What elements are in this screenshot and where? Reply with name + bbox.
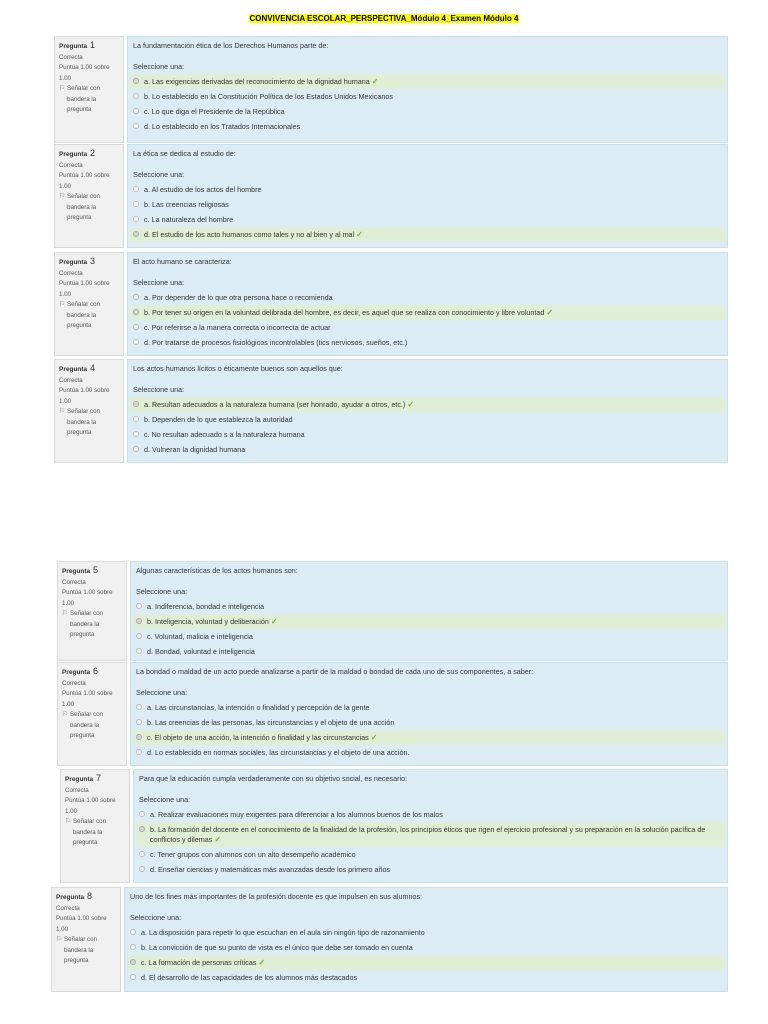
flag-question-label[interactable]: Señalar con bandera la pregunta [67, 301, 101, 329]
select-one-prompt: Seleccione una: [133, 278, 185, 287]
answer-option-b[interactable] [130, 305, 725, 320]
answer-option-label: d. El desarrollo de las capacidades de los alumnos más destacados [141, 972, 358, 982]
flag-icon[interactable]: ⚐ [62, 711, 69, 718]
flag-icon[interactable]: ⚐ [59, 408, 66, 415]
checkmark-icon: ✓ [546, 307, 554, 317]
radio-button[interactable] [130, 974, 136, 980]
question-content [133, 769, 728, 883]
radio-button[interactable] [133, 401, 139, 407]
answer-option-label: c. No resultan adecuado s a la naturaleza humana [144, 429, 305, 439]
answer-option-c[interactable] [133, 730, 725, 745]
question-status: Correcta [65, 786, 89, 794]
radio-button[interactable] [136, 719, 142, 725]
answer-option-a[interactable] [130, 74, 725, 89]
question-text: Algunas características de los actos humanos son: [136, 566, 298, 575]
question-number-row [59, 256, 119, 269]
question-number-row [62, 666, 122, 679]
question-score: Puntúa 1.00 sobre 1.00 [59, 280, 110, 298]
radio-button[interactable] [133, 416, 139, 422]
checkmark-icon: ✓ [370, 732, 378, 742]
radio-button[interactable] [139, 826, 145, 832]
question-number: 8 [86, 891, 92, 901]
flag-question-label[interactable]: Señalar con bandera la pregunta [67, 85, 101, 113]
radio-button[interactable] [139, 866, 145, 872]
question-status: Correcta [59, 53, 83, 61]
answer-option-label: c. Lo que diga el Presidente de la República [144, 106, 285, 116]
answer-option-label: b. Las creencias religiosas [144, 199, 229, 209]
flag-question-label[interactable]: Señalar con bandera la pregunta [70, 610, 104, 638]
question-score: Puntúa 1.00 sobre 1.00 [62, 690, 113, 708]
answer-option-label: d. El estudio de los acto humanos como tales y no al bien y al mal ✓ [144, 229, 363, 239]
question-number-row [59, 148, 119, 161]
checkmark-icon: ✓ [258, 957, 266, 967]
question-text: Para que la educación cumpla verdaderamente con su objetivo social, es necesario: [139, 774, 408, 783]
select-one-prompt: Seleccione una: [139, 795, 191, 804]
question-info [54, 252, 124, 356]
question-number: 1 [89, 40, 95, 50]
answer-option-d[interactable] [136, 862, 725, 877]
flag-question-label[interactable]: Señalar con bandera la pregunta [70, 711, 104, 739]
question-info [60, 769, 130, 883]
flag-question-link[interactable] [59, 84, 119, 116]
radio-button[interactable] [136, 633, 142, 639]
question-content [130, 561, 728, 661]
answer-option-label: d. Por tratarse de procesos fisiológicos incontrolables (tics nerviosos, sueños, etc.) [144, 337, 408, 347]
flag-question-link[interactable] [59, 300, 119, 332]
question-8 [51, 887, 728, 992]
answer-option-label: a. Indiferencia, bondad e inteligencia [147, 601, 265, 611]
answer-option-label: b. La formación del docente en el conocimiento de la finalidad de la profesión, los principios éticos que rigen el ejercicio profesional y su preparación en la solución pacífica de conflictos y dilemas ✓ [150, 824, 706, 844]
answer-option-c[interactable] [133, 629, 725, 644]
radio-button[interactable] [139, 811, 145, 817]
flag-icon[interactable]: ⚐ [65, 818, 72, 825]
question-number-row [59, 40, 119, 53]
question-text: La ética se dedica al estudio de: [133, 149, 236, 158]
question-label: Pregunta [65, 776, 95, 783]
answer-option-d[interactable] [130, 442, 725, 457]
radio-button[interactable] [130, 959, 136, 965]
question-number: 4 [89, 363, 95, 373]
flag-question-label[interactable]: Señalar con bandera la pregunta [67, 193, 101, 221]
answer-option-d[interactable] [130, 119, 725, 134]
answer-option-label: a. Las circunstancias, la intención o finalidad y percepción de la gente [147, 702, 370, 712]
select-one-prompt: Seleccione una: [130, 913, 182, 922]
answer-option-label: d. Lo establecido en los Tratados Internacionales [144, 121, 301, 131]
flag-icon[interactable]: ⚐ [59, 193, 66, 200]
question-info [57, 561, 127, 661]
answer-option-d[interactable] [133, 644, 725, 659]
answer-option-label: c. Por referirse a la manera correcta o incorrecta de actuar [144, 322, 331, 332]
question-label: Pregunta [62, 568, 92, 575]
flag-question-link[interactable] [62, 710, 122, 742]
answer-option-a[interactable] [130, 182, 725, 197]
question-score: Puntúa 1.00 sobre 1.00 [65, 797, 116, 815]
radio-button[interactable] [139, 851, 145, 857]
radio-button[interactable] [133, 231, 139, 237]
flag-icon[interactable]: ⚐ [59, 301, 66, 308]
question-content [127, 36, 728, 143]
select-one-prompt: Seleccione una: [133, 170, 185, 179]
answer-option-label: a. Resultan adecuados a la naturaleza humana (ser honrado, ayudar a otros, etc.) ✓ [144, 399, 415, 409]
answer-option-d[interactable] [130, 335, 725, 350]
radio-button[interactable] [136, 749, 142, 755]
question-number-row [65, 773, 125, 786]
radio-button[interactable] [133, 93, 139, 99]
answer-option-b[interactable] [130, 197, 725, 212]
question-info [57, 662, 127, 766]
checkmark-icon: ✓ [214, 834, 222, 844]
flag-icon[interactable]: ⚐ [56, 936, 63, 943]
answer-option-b[interactable] [127, 940, 725, 955]
question-score: Puntúa 1.00 sobre 1.00 [62, 589, 113, 607]
radio-button[interactable] [133, 431, 139, 437]
answer-option-label: a. Las exigencias derivadas del reconocimiento de la dignidad humana ✓ [144, 76, 379, 86]
question-label: Pregunta [59, 366, 89, 373]
answer-option-c[interactable] [136, 847, 725, 862]
question-content [130, 662, 728, 766]
flag-icon[interactable]: ⚐ [59, 85, 66, 92]
checkmark-icon: ✓ [407, 399, 415, 409]
question-number-row [56, 891, 116, 904]
answer-option-b[interactable] [130, 89, 725, 104]
question-status: Correcta [62, 679, 86, 687]
radio-button[interactable] [130, 944, 136, 950]
answer-option-a[interactable] [133, 700, 725, 715]
question-content [127, 359, 728, 463]
question-info [54, 36, 124, 143]
answer-option-label: b. Inteligencia, voluntad y deliberación ✓ [147, 616, 278, 626]
radio-button[interactable] [133, 324, 139, 330]
answer-option-label: c. Tener grupos con alumnos con un alto desempeño académico [150, 849, 356, 859]
answer-option-label: a. La disposición para repetir lo que escuchan en el aula sin ningún tipo de razonamiento [141, 927, 425, 937]
select-one-prompt: Seleccione una: [133, 385, 185, 394]
flag-question-link[interactable] [65, 817, 125, 849]
radio-button[interactable] [136, 603, 142, 609]
question-score: Puntúa 1.00 sobre 1.00 [59, 64, 110, 82]
document-title: CONVIVENCIA ESCOLAR_PERSPECTIVA_Módulo 4_Examen Módulo 4 [249, 14, 519, 23]
question-score: Puntúa 1.00 sobre 1.00 [59, 387, 110, 405]
answer-option-c[interactable] [127, 955, 725, 970]
answer-option-d[interactable] [130, 227, 725, 242]
radio-button[interactable] [133, 294, 139, 300]
radio-button[interactable] [133, 446, 139, 452]
answer-option-b[interactable] [136, 822, 725, 847]
question-text: Los actos humanos lícitos o éticamente buenos son aquellos que: [133, 364, 343, 373]
flag-question-label[interactable]: Señalar con bandera la pregunta [64, 936, 98, 964]
radio-button[interactable] [133, 108, 139, 114]
radio-button[interactable] [133, 123, 139, 129]
question-3 [54, 252, 728, 356]
flag-question-link[interactable] [59, 407, 119, 439]
question-score: Puntúa 1.00 sobre 1.00 [56, 915, 107, 933]
answer-option-d[interactable] [133, 745, 725, 760]
select-one-prompt: Seleccione una: [136, 587, 188, 596]
question-2 [54, 144, 728, 248]
radio-button[interactable] [133, 309, 139, 315]
answer-option-d[interactable] [127, 970, 725, 985]
question-number-row [62, 565, 122, 578]
answer-option-a[interactable] [133, 599, 725, 614]
answer-option-a[interactable] [130, 290, 725, 305]
answer-option-label: b. La convicción de que su punto de vista es el único que debe ser tomado en cuenta [141, 942, 413, 952]
answer-option-label: a. Por depender de lo que otra persona hace o recomienda [144, 292, 333, 302]
checkmark-icon: ✓ [371, 76, 379, 86]
question-info [51, 887, 121, 992]
question-number: 3 [89, 256, 95, 266]
answer-option-label: c. La naturaleza del hombre [144, 214, 234, 224]
radio-button[interactable] [136, 704, 142, 710]
question-text: Uno de los fines más importantes de la profesión docente es que impulsen en sus alumnos: [130, 892, 423, 901]
question-text: El acto humano se caracteriza: [133, 257, 232, 266]
radio-button[interactable] [130, 929, 136, 935]
answer-option-c[interactable] [130, 427, 725, 442]
question-score: Puntúa 1.00 sobre 1.00 [59, 172, 110, 190]
question-label: Pregunta [62, 669, 92, 676]
answer-option-label: a. Al estudio de los actos del hombre [144, 184, 262, 194]
answer-option-label: c. Voluntad, malicia e inteligencia [147, 631, 253, 641]
answer-option-b[interactable] [133, 715, 725, 730]
radio-button[interactable] [133, 186, 139, 192]
checkmark-icon: ✓ [270, 616, 278, 626]
question-4 [54, 359, 728, 463]
question-6 [57, 662, 728, 766]
question-number: 6 [92, 666, 98, 676]
question-7 [60, 769, 728, 883]
answer-option-b[interactable] [133, 614, 725, 629]
question-text: La fundamentación ética de los Derechos Humanos parte de: [133, 41, 329, 50]
answer-option-c[interactable] [130, 320, 725, 335]
question-number: 7 [95, 773, 101, 783]
answer-option-label: c. El objeto de una acción, la intención o finalidad y las circunstancias ✓ [147, 732, 378, 742]
radio-button[interactable] [136, 618, 142, 624]
answer-option-label: b. Dependen de lo que establezca la autoridad [144, 414, 293, 424]
answer-option-label: d. Lo establecido en normas sociales, las circunstancias y el objeto de una acción. [147, 747, 410, 757]
radio-button[interactable] [136, 648, 142, 654]
answer-option-b[interactable] [130, 412, 725, 427]
checkmark-icon: ✓ [356, 229, 363, 239]
flag-icon[interactable]: ⚐ [62, 610, 69, 617]
question-content [127, 144, 728, 248]
answer-option-label: d. Enseñar ciencias y matemáticas más avanzadas desde los primero años [150, 864, 391, 874]
question-number: 2 [89, 148, 95, 158]
answer-option-label: d. Vulneran la dignidad humana [144, 444, 246, 454]
question-status: Correcta [59, 269, 83, 277]
question-status: Correcta [59, 376, 83, 384]
question-label: Pregunta [56, 894, 86, 901]
answer-option-label: d. Bondad, voluntad e inteligencia [147, 646, 255, 656]
question-label: Pregunta [59, 43, 89, 50]
question-label: Pregunta [59, 259, 89, 266]
answer-option-label: b. Lo establecido en la Constitución Política de los Estados Unidos Mexicanos [144, 91, 393, 101]
question-info [54, 359, 124, 463]
question-info [54, 144, 124, 248]
radio-button[interactable] [136, 734, 142, 740]
answer-option-c[interactable] [130, 104, 725, 119]
answer-option-label: b. Las creencias de las personas, las circunstancias y el objeto de una acción [147, 717, 395, 727]
answer-option-label: b. Por tener su origen en la voluntad delibrada del hombre, es decir, es aquel que se realiza con conocimiento y libre voluntad ✓ [144, 307, 554, 317]
flag-question-label[interactable]: Señalar con bandera la pregunta [73, 818, 107, 846]
radio-button[interactable] [133, 201, 139, 207]
select-one-prompt: Seleccione una: [136, 688, 188, 697]
answer-option-a[interactable] [130, 397, 725, 412]
radio-button[interactable] [133, 216, 139, 222]
answer-option-label: c. La formación de personas críticas ✓ [141, 957, 266, 967]
select-one-prompt: Seleccione una: [133, 62, 185, 71]
radio-button[interactable] [133, 78, 139, 84]
answer-option-a[interactable] [136, 807, 725, 822]
question-text: La bondad o maldad de un acto puede analizarse a partir de la maldad o bondad de cada uno de sus componentes, a saber: [136, 667, 534, 676]
radio-button[interactable] [133, 339, 139, 345]
question-content [127, 252, 728, 356]
question-1 [54, 36, 728, 143]
flag-question-label[interactable]: Señalar con bandera la pregunta [67, 408, 101, 436]
question-label: Pregunta [59, 151, 89, 158]
question-number: 5 [92, 565, 98, 575]
question-number-row [59, 363, 119, 376]
flag-question-link[interactable] [56, 935, 116, 967]
flag-question-link[interactable] [62, 609, 122, 641]
question-status: Correcta [62, 578, 86, 586]
question-5 [57, 561, 728, 661]
question-status: Correcta [56, 904, 80, 912]
answer-option-label: a. Realizar evaluaciones muy exigentes para diferenciar a los alumnos buenos de los malos [150, 809, 443, 819]
question-status: Correcta [59, 161, 83, 169]
flag-question-link[interactable] [59, 192, 119, 224]
answer-option-a[interactable] [127, 925, 725, 940]
question-content [124, 887, 728, 992]
answer-option-c[interactable] [130, 212, 725, 227]
